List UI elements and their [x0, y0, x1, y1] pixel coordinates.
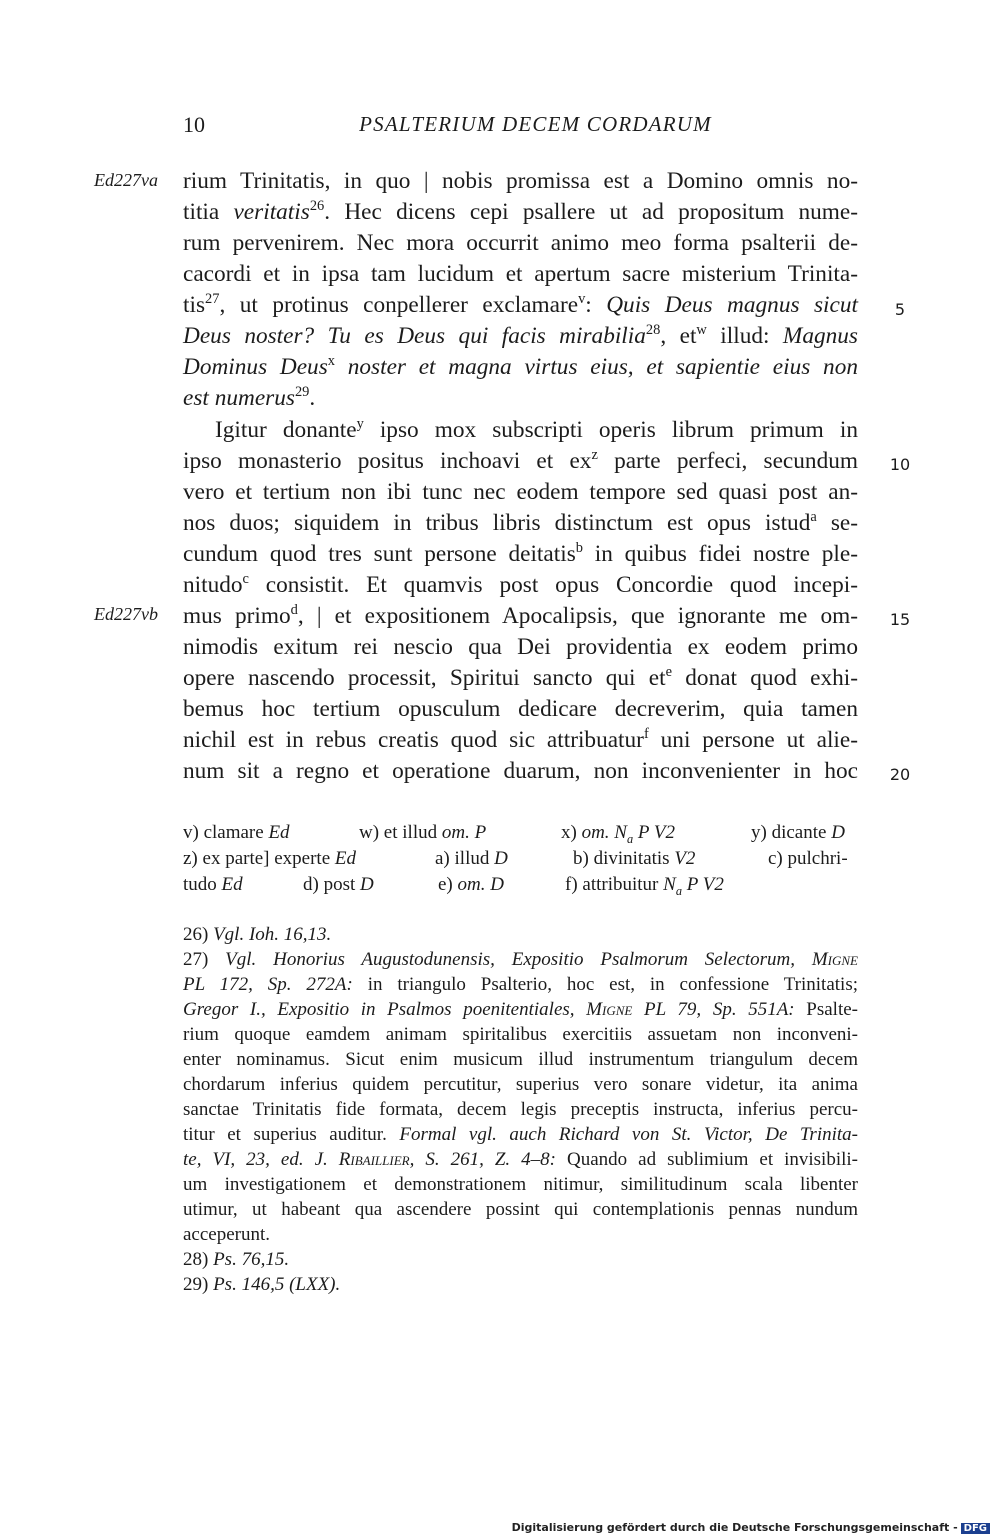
page-header [183, 112, 858, 144]
line-number: 20 [889, 765, 911, 784]
apparatus-entry: tudo Ed [183, 874, 243, 895]
text-line: cundum quod tres sunt persone deitatis$^b$ in quibus fidei nostre ple- [183, 540, 858, 567]
text-line: Deus noster? Tu es Deus qui facis mirabilia$^{28}$, $et^w$ illud: Magnus [183, 322, 858, 349]
text-line: nichil est in rebus creatis quod sic attribuatur$^f$ uni persone ut alie- [183, 726, 858, 753]
funding-note: Digitalisierung gefördert durch die Deutsche Forschungsgemeinschaft - [511, 1521, 958, 1534]
text-line: opere nascendo processit, Spiritui sancto qui $et^e$ donat quod exhi- [183, 664, 858, 691]
text-line: vero et tertium non ibi tunc nec eodem tempore sed quasi post an- [183, 479, 858, 505]
text-line: tis$^{27}$, ut protinus conpellerer exclamare$^v$: Quis Deus magnus sicut [183, 291, 858, 318]
footnote-line: 28) Ps. 76,15. [183, 1249, 290, 1270]
text-line: Igitur donante$^y$ ipso mox subscripti operis librum primum in [215, 416, 858, 443]
text-line: nos duos; siquidem in tribus libris distinctum est opus istud$^a$ se- [183, 509, 858, 536]
footnote-line: PL 172, Sp. 272A: in triangulo Psalterio, hoc est, in confessione Trinitatis; [183, 974, 858, 995]
text-line: nimodis exitum rei nescio qua Dei providentia ex eodem primo [183, 634, 858, 660]
apparatus-entry: v) clamare Ed [183, 822, 290, 843]
apparatus-entry: e) om. D [438, 874, 504, 895]
dfg-logo: DFG [961, 1523, 990, 1534]
apparatus-entry: b) divinitatis V2 [573, 848, 696, 869]
margin-siglum: Ed227va [94, 170, 158, 190]
footnote-line: 29) Ps. 146,5 (LXX). [183, 1274, 341, 1295]
text-line: bemus hoc tertium opusculum dedicare decreverim, quia tamen [183, 696, 858, 722]
footnote-line: titur et superius auditur. Formal vgl. auch Richard von St. Victor, De Trinita- [183, 1124, 858, 1145]
margin-siglum: Ed227vb [94, 604, 158, 624]
footnote-line: te, VI, 23, ed. J. Ribaillier, S. 261, Z. 4–8: Quando ad sublimium et invisibili- [183, 1149, 859, 1170]
footnote-line: enter nominamus. Sicut enim musicum illud instrumentum triangulum decem [183, 1049, 858, 1070]
apparatus-entry: a) illud D [435, 848, 508, 869]
apparatus-line [183, 846, 858, 872]
line-number: 5 [894, 300, 906, 319]
apparatus-entry: x) om. $N_a$ P V2 [561, 822, 676, 846]
apparatus-entry: f) attribuitur $N_a$ P V2 [565, 874, 724, 898]
footnote-line: acceperunt. [183, 1224, 271, 1245]
apparatus-line [183, 820, 858, 846]
footnote-line: rium quoque eamdem animam spiritalibus exercitiis assuetam non inconveni- [183, 1024, 858, 1045]
apparatus-line [183, 872, 858, 898]
text-line: mus primo$^d$, | et expositionem Apocalipsis, que ignorante me om- [183, 602, 858, 629]
funding-footer [512, 1521, 990, 1534]
text-line: ipso monasterio positus inchoavi et $ex^z$ parte perfeci, secundum [183, 447, 858, 474]
line-number: 10 [889, 455, 911, 474]
footnote-line: 27) Vgl. Honorius Augustodunensis, Expositio Psalmorum Selectorum, Migne [183, 949, 858, 970]
apparatus-entry: c) pulchri- [768, 848, 848, 869]
apparatus-entry: z) ex parte] experte Ed [183, 848, 357, 869]
text-line: Dominus Deus$^x$ noster et magna virtus eius, et sapientie eius non [183, 353, 858, 380]
apparatus-entry: w) et illud om. P [359, 822, 487, 843]
text-line: cacordi et in ipsa tam lucidum et apertum sacre misterium Trinita- [183, 261, 858, 287]
footnote-line: 26) Vgl. Ioh. 16,13. [183, 924, 332, 945]
text-line: rium Trinitatis, in quo | nobis promissa est a Domino omnis no- [183, 168, 858, 194]
footnote-line: sanctae Trinitatis fide formata, decem legis preceptis instructa, inferius percu- [183, 1099, 858, 1120]
footnote-line: chordarum inferius quidem percutitur, superius vero sonare videtur, ita anima [183, 1074, 858, 1095]
text-line: rum pervenirem. Nec mora occurrit animo meo forma psalterii de- [183, 230, 858, 256]
footnote-line: utimur, ut habeant qua ascendere possint qui contemplationis pennas nundum [183, 1199, 858, 1220]
text-line: nitudo$^c$ consistit. Et quamvis post opus Concordie quod incepi- [183, 571, 858, 598]
running-title: PSALTERIUM DECEM CORDARUM [359, 112, 712, 136]
footnote-line: um investigationem et demonstrationem nitimur, similitudinum scala libenter [183, 1174, 858, 1195]
apparatus-entry: y) dicante D [751, 822, 845, 843]
line-number: 15 [889, 610, 911, 629]
apparatus-entry: d) post D [303, 874, 374, 895]
footnote-line: Gregor I., Expositio in Psalmos poenitentiales, Migne PL 79, Sp. 551A: Psalte- [183, 999, 858, 1020]
page-number: 10 [183, 112, 205, 137]
text-line: titia veritatis$^{26}$. Hec dicens cepi psallere ut ad propositum nume- [183, 198, 858, 225]
text-line: est numerus$^{29}$. [183, 384, 316, 411]
text-line: num sit a regno et operatione duarum, non inconvenienter in hoc [183, 758, 858, 784]
